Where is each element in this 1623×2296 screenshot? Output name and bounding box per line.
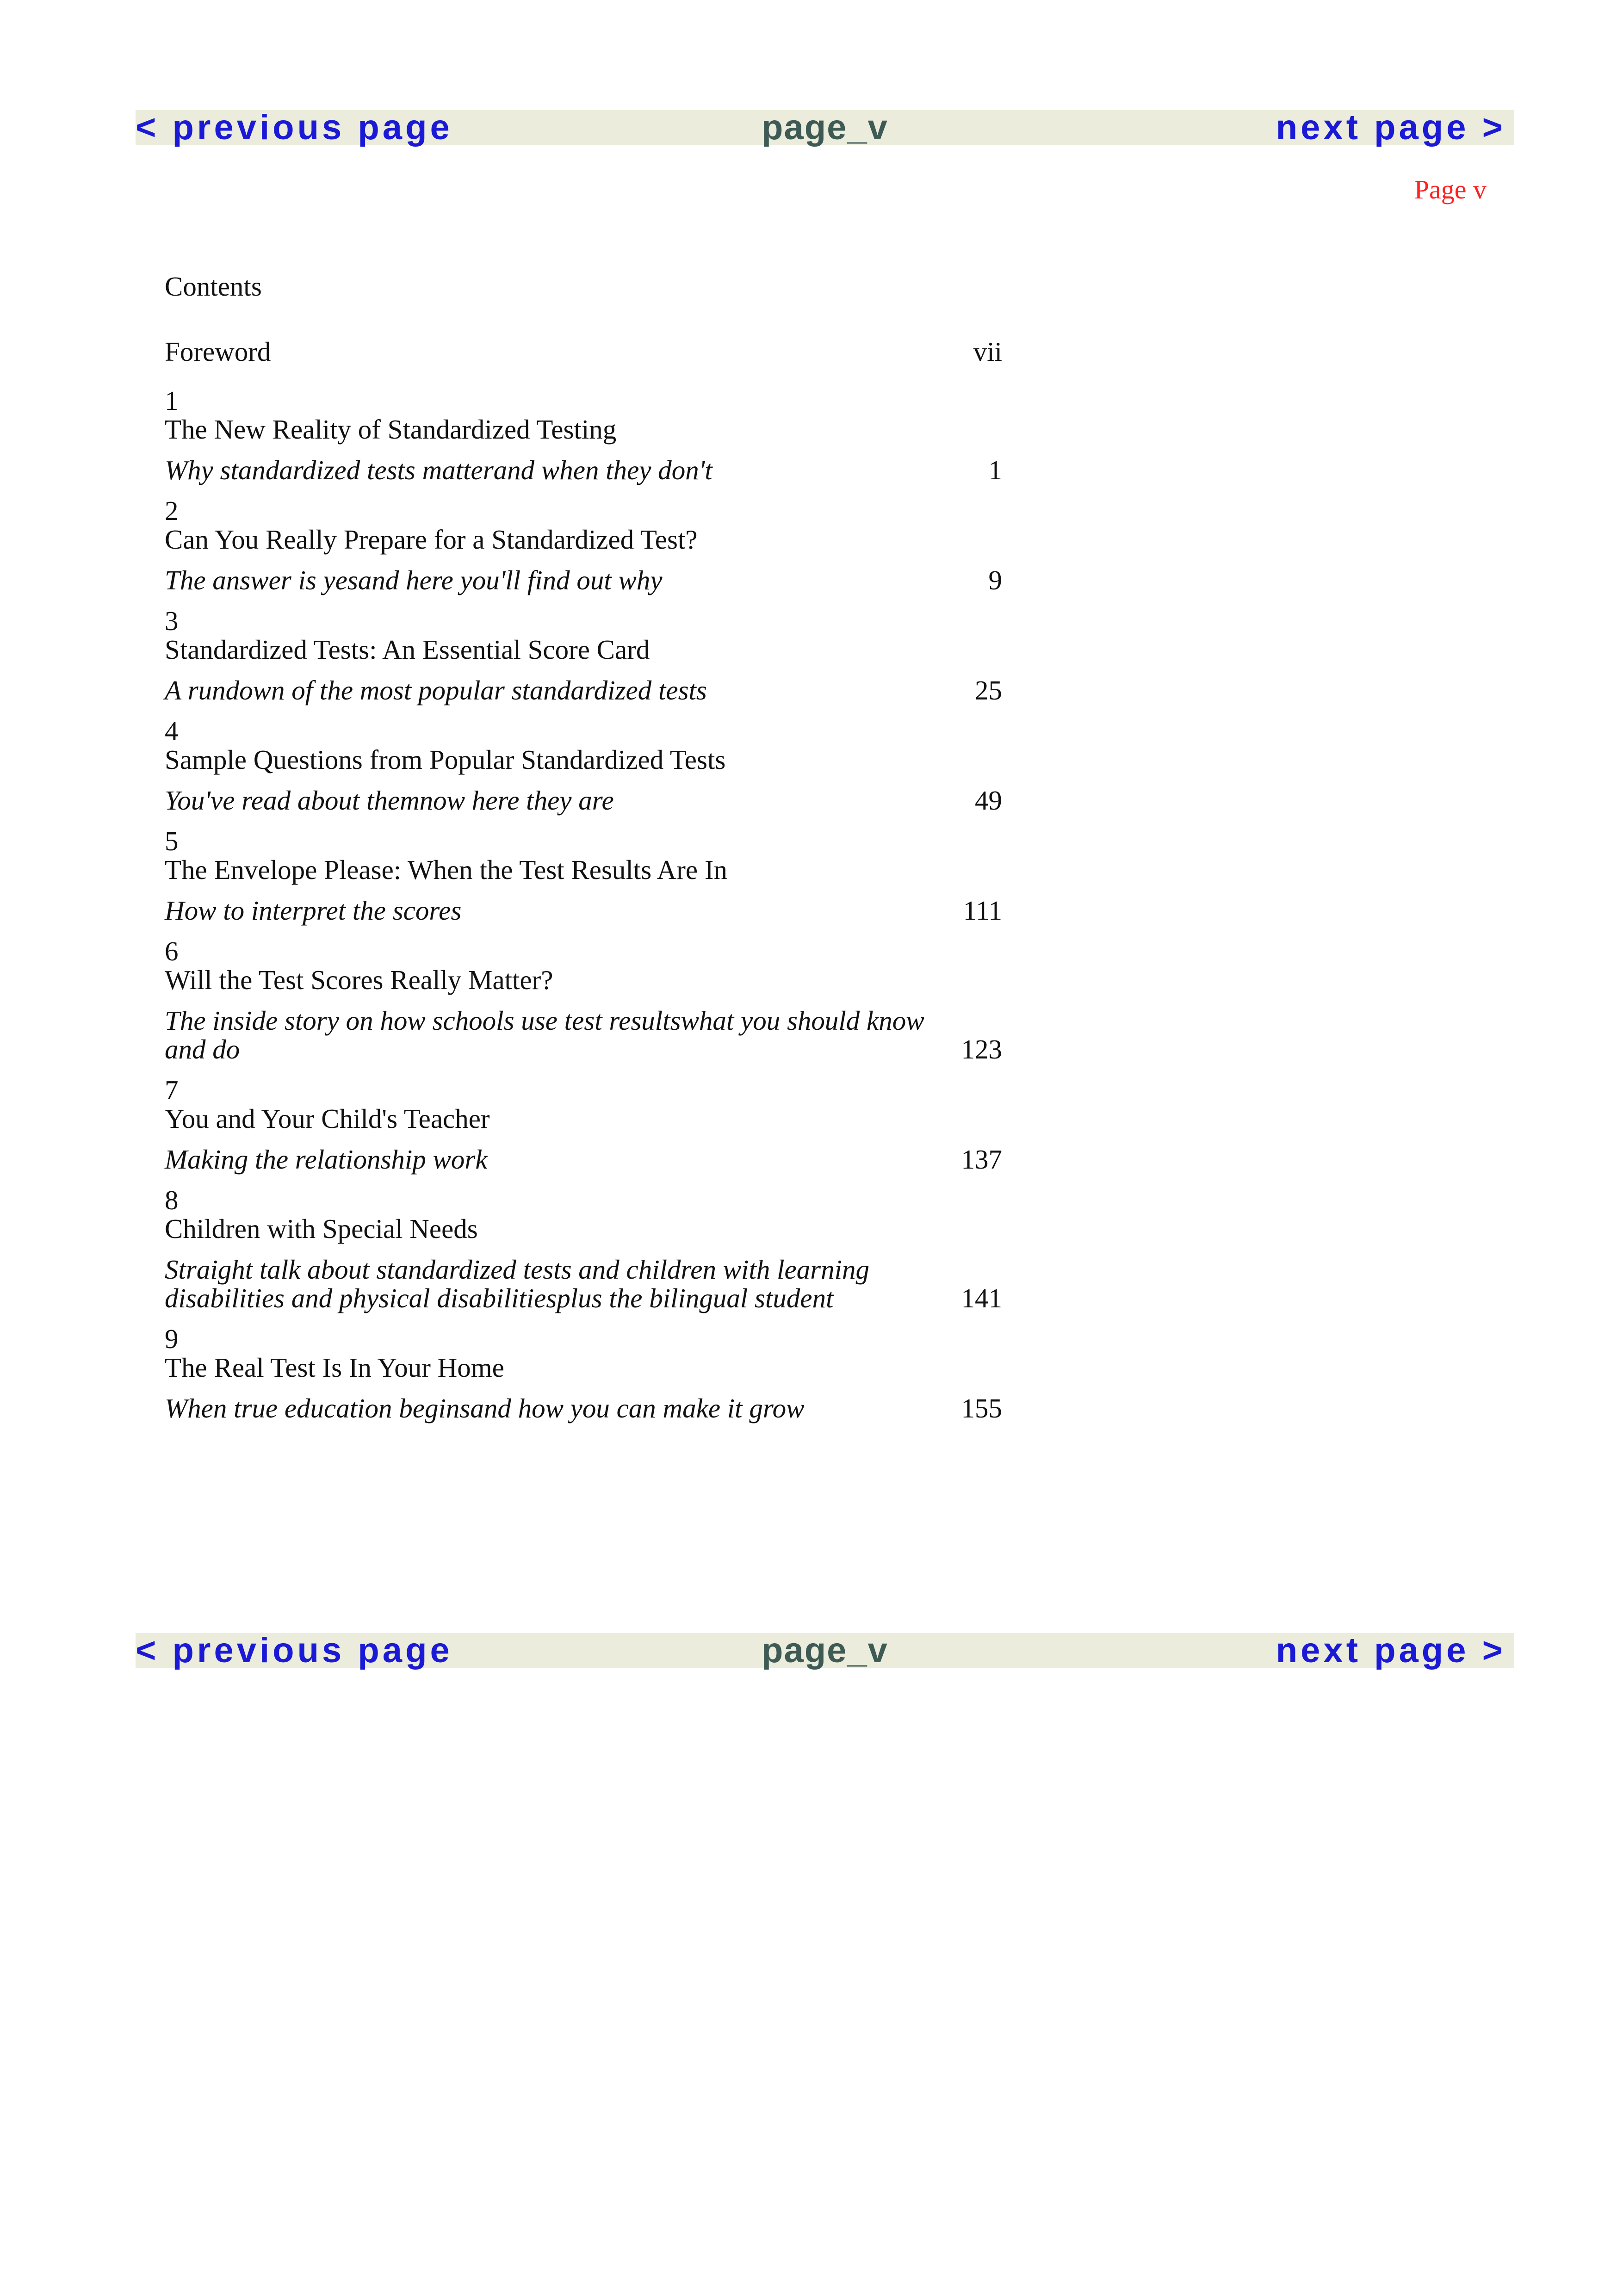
chapter-subtitle: The answer is yesand here you'll find out why [165, 565, 663, 595]
toc-chapter-entry [165, 1186, 1002, 1312]
chapter-subtitle: Why standardized tests matterand when they don't [165, 455, 712, 485]
contents-heading: Contents [165, 271, 262, 302]
chapter-page-number: 25 [975, 675, 1002, 706]
chapter-list [165, 386, 1002, 1423]
chapter-subtitle: The inside story on how schools use test resultswhat you should know and do [165, 1005, 924, 1064]
chapter-page-number: 111 [963, 895, 1002, 926]
chapter-number: 5 [165, 826, 179, 856]
chapter-subtitle: Straight talk about standardized tests and children with learning disabilities and physical disabilitiesplus the bilingual student [165, 1254, 870, 1313]
chapter-page-number: 155 [961, 1393, 1002, 1423]
toc-chapter-entry [165, 937, 1002, 1064]
chapter-number: 9 [165, 1324, 179, 1354]
toc-chapter-entry [165, 386, 1002, 484]
chapter-page-number: 1 [988, 455, 1002, 485]
chapter-subtitle: When true education beginsand how you can make it grow [165, 1393, 805, 1423]
next-page-link[interactable]: next page > [1276, 1631, 1506, 1670]
page-id-label: page_v [762, 1631, 888, 1670]
foreword-page-number: vii [973, 336, 1002, 367]
page-id-label: page_v [762, 108, 888, 147]
chapter-number: 7 [165, 1075, 179, 1105]
chapter-subtitle: Making the relationship work [165, 1144, 488, 1175]
chapter-title: Sample Questions from Popular Standardized Tests [165, 744, 726, 775]
chapter-title: You and Your Child's Teacher [165, 1103, 490, 1134]
chapter-title: The Real Test Is In Your Home [165, 1352, 504, 1383]
chapter-number: 3 [165, 606, 179, 636]
chapter-subtitle: You've read about themnow here they are [165, 785, 614, 816]
toc-chapter-entry [165, 1324, 1002, 1423]
chapter-number: 2 [165, 495, 179, 526]
previous-page-link[interactable]: < previous page [136, 108, 453, 147]
chapter-page-number: 141 [961, 1283, 1002, 1313]
toc-chapter-entry [165, 606, 1002, 705]
chapter-title: The New Reality of Standardized Testing [165, 414, 617, 445]
chapter-title: The Envelope Please: When the Test Results Are In [165, 854, 728, 885]
page-marker: Page v [1414, 174, 1487, 204]
toc-chapter-entry [165, 496, 1002, 594]
top-navigation-bar [136, 110, 1514, 145]
chapter-number: 6 [165, 936, 179, 966]
chapter-subtitle: How to interpret the scores [165, 895, 462, 926]
foreword-title: Foreword [165, 336, 271, 367]
chapter-title: Children with Special Needs [165, 1213, 478, 1244]
chapter-page-number: 137 [961, 1144, 1002, 1175]
toc-foreword-entry [165, 335, 1002, 386]
bottom-navigation-bar [136, 1633, 1514, 1668]
chapter-number: 8 [165, 1185, 179, 1215]
chapter-number: 1 [165, 385, 179, 416]
toc-chapter-entry [165, 1076, 1002, 1174]
table-of-contents [165, 335, 1002, 1435]
chapter-page-number: 9 [988, 565, 1002, 595]
chapter-title: Can You Really Prepare for a Standardized Test? [165, 524, 698, 555]
chapter-subtitle: A rundown of the most popular standardized tests [165, 675, 707, 706]
toc-chapter-entry [165, 827, 1002, 925]
chapter-number: 4 [165, 716, 179, 746]
chapter-title: Will the Test Scores Really Matter? [165, 965, 553, 995]
next-page-link[interactable]: next page > [1276, 108, 1506, 147]
toc-chapter-entry [165, 717, 1002, 815]
chapter-page-number: 123 [961, 1034, 1002, 1064]
chapter-title: Standardized Tests: An Essential Score Card [165, 634, 650, 665]
chapter-page-number: 49 [975, 785, 1002, 816]
previous-page-link[interactable]: < previous page [136, 1631, 453, 1670]
